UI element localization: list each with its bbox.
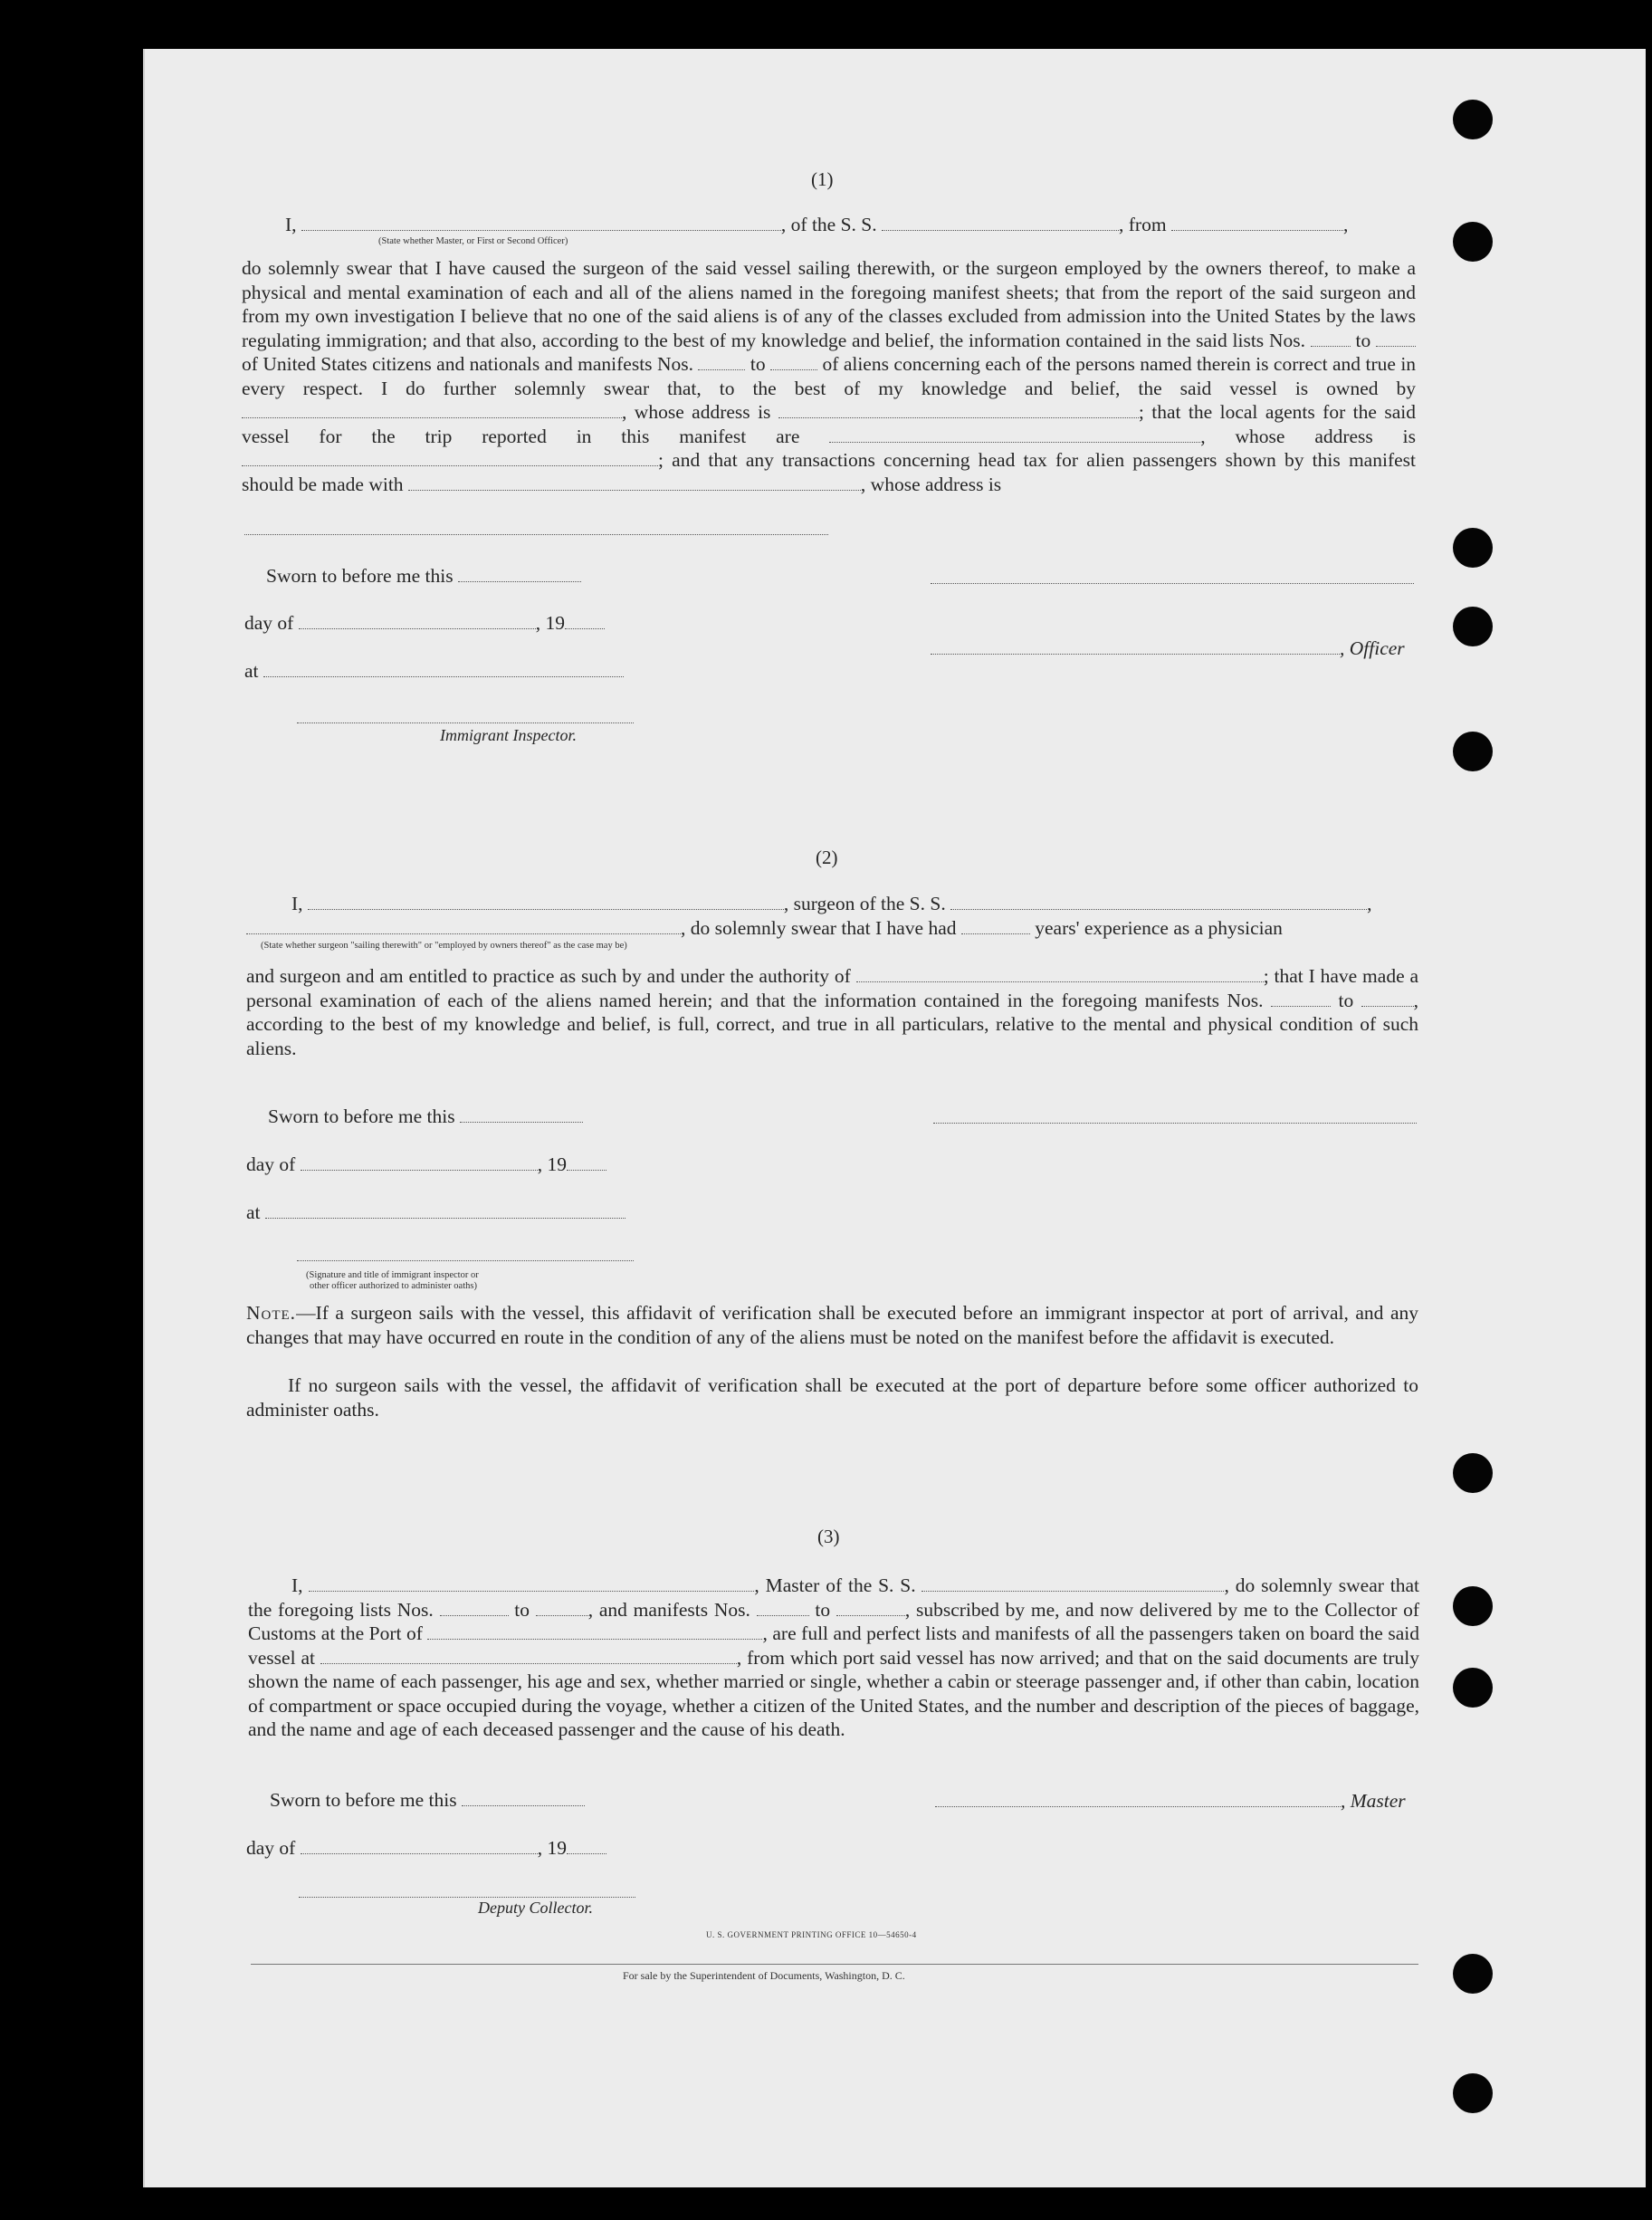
license-authority-field[interactable] [856, 968, 1264, 982]
owner-address-field[interactable] [778, 404, 1139, 418]
agents-address-field[interactable] [242, 452, 658, 466]
vessel-owner-field[interactable] [242, 404, 622, 418]
master-declaration-line [285, 213, 1348, 236]
alien-manifest-from-field[interactable] [698, 356, 745, 370]
at-line-1: at [244, 659, 624, 683]
sworn-month-field[interactable] [299, 615, 536, 629]
manifest-to-field[interactable] [1361, 992, 1414, 1007]
sworn-place-field-2[interactable] [265, 1204, 625, 1219]
master-signature-line: , Master [935, 1789, 1406, 1813]
surgeon-signature-field[interactable] [933, 1123, 1417, 1124]
surgeon-capacity-note: (State whether surgeon "sailing therewith" or "employed by owners thereof" as the case may be) [261, 941, 627, 951]
authorized-officer-signature-field[interactable] [297, 1260, 634, 1261]
sworn-month-field-2[interactable] [301, 1156, 538, 1171]
sworn-line-2: Sworn to before me this [268, 1105, 583, 1128]
section-1-number: (1) [811, 168, 834, 190]
sworn-place-field[interactable] [263, 663, 624, 677]
vessel-name-field[interactable] [882, 216, 1119, 231]
sworn-line-1: Sworn to before me this [266, 564, 581, 588]
verification-note-2: If no surgeon sails with the vessel, the affidavit of verification shall be executed at the port of departure before some officer authorized to administer oaths. [246, 1374, 1418, 1421]
sworn-line-3: Sworn to before me this [270, 1788, 585, 1812]
citizen-list-from-field[interactable] [1311, 332, 1351, 347]
section-2-number: (2) [816, 847, 838, 868]
sworn-day-field[interactable] [458, 568, 581, 582]
surgeon-experience-line: , do solemnly swear that I have had years' experience as a physician [246, 916, 1283, 940]
surgeon-name-field[interactable] [308, 895, 784, 910]
section-3-number: (3) [817, 1526, 840, 1547]
deputy-collector-signature-field[interactable] [299, 1897, 635, 1898]
sworn-day-field-2[interactable] [460, 1108, 583, 1123]
head-tax-address-field[interactable] [244, 534, 828, 535]
master-vessel-field[interactable] [921, 1577, 1224, 1592]
manifests-from-field[interactable] [757, 1602, 809, 1616]
customs-port-field[interactable] [427, 1625, 762, 1640]
officer-title-field[interactable] [931, 640, 1340, 655]
inspector-signature-field[interactable] [297, 722, 634, 723]
head-tax-party-field[interactable] [408, 476, 861, 491]
sworn-month-field-3[interactable] [301, 1840, 538, 1854]
section-3-oath-text: I, , Master of the S. S. , do solemnly swear that the foregoing lists Nos. to , and manifests Nos. to , subscribed by me, and now delivered by me to the Collector of Customs at the Port of , are full and perfect lists and manifests of all the passengers taken on board the said vessel at , from which port said vessel has now arrived; and that on the said documents are truly shown the name of each passenger, his age and sex, whether married or single, whether a cabin or steerage passenger and, if other than cabin, location of compartment or space occupied during the voyage, whether a citizen of the United States, and the number and description of the pieces of baggage, and the name and age of each deceased passenger and the cause of his death. [248, 1574, 1420, 1740]
declarant-name-field[interactable] [301, 216, 781, 231]
line-comma: , [1342, 214, 1349, 235]
note-label: Note. [246, 1302, 297, 1324]
day-of-line-3: day of , 19 [246, 1836, 606, 1860]
lists-to-field[interactable] [536, 1602, 588, 1616]
officer-signature-field[interactable] [931, 583, 1414, 584]
local-agents-field[interactable] [829, 428, 1200, 443]
at-line-2: at [246, 1201, 625, 1224]
surgeon-capacity-field[interactable] [246, 920, 681, 934]
day-of-line-2: day of , 19 [246, 1153, 606, 1176]
from-text: , from [1119, 214, 1167, 235]
sworn-day-field-3[interactable] [462, 1792, 585, 1806]
deputy-collector-label: Deputy Collector. [478, 1899, 593, 1917]
verification-note: Note.—If a surgeon sails with the vessel, this affidavit of verification shall be executed before an immigrant inspector at port of arrival, and any changes that may have occurred en route in the condition of any of the aliens must be noted on the manifest before the affidavit is executed. [246, 1302, 1418, 1348]
of-ss-text: , of the S. S. [780, 214, 877, 235]
printing-office-imprint: U. S. GOVERNMENT PRINTING OFFICE 10—54650-4 [706, 1930, 917, 1939]
declarant-prefix: I, [285, 214, 297, 235]
officer-title-line: , Officer [931, 636, 1405, 660]
surgeon-vessel-field[interactable] [950, 895, 1367, 910]
immigrant-inspector-label: Immigrant Inspector. [440, 726, 577, 744]
manifest-from-field[interactable] [1271, 992, 1331, 1007]
sale-notice: For sale by the Superintendent of Documents, Washington, D. C. [623, 1969, 905, 1982]
master-signature-field[interactable] [935, 1793, 1341, 1807]
departure-port-field[interactable] [1171, 216, 1343, 231]
sworn-year-field[interactable] [565, 615, 605, 629]
sworn-year-field-2[interactable] [567, 1156, 606, 1171]
day-of-line-1: day of , 19 [244, 611, 605, 635]
master-name-field[interactable] [309, 1577, 754, 1592]
section-1-oath-text: do solemnly swear that I have caused the surgeon of the said vessel sailing therewith, or the surgeon employed by the owners thereof, to make a physical and mental examination of each and all of the aliens named in the foregoing manifest sheets; that from the report of the said surgeon and from my own investigation I believe that no one of the said aliens is of any of the classes excluded from admission into the United States by the laws regulating immigration; and that also, according to the best of my knowledge and belief, the information contained in the said lists Nos. to of United States citizens and nationals and manifests Nos. to of aliens concerning each of the persons named therein is correct and true in every respect. I do further solemnly swear that, to the best of my knowledge and belief, the said vessel is owned by , whose address is ; that the local agents for the said vessel for the trip reported in this manifest are , whose address is ; and that any transactions concerning head tax for alien passengers shown by this manifest should be made with , whose address is [242, 257, 1417, 495]
sworn-year-field-3[interactable] [567, 1840, 606, 1854]
footer-rule [251, 1964, 1418, 1965]
signature-title-note-2: other officer authorized to administer oaths) [310, 1281, 477, 1291]
citizen-list-to-field[interactable] [1376, 332, 1416, 347]
surgeon-declaration-line: I, , surgeon of the S. S. , [291, 893, 1372, 914]
boarding-port-field[interactable] [320, 1650, 737, 1664]
section-2-oath-text: and surgeon and am entitled to practice as such by and under the authority of ; that I have made a personal examination of each of the aliens named herein; and that the information contained in the foregoing manifests Nos. to , according to the best of my knowledge and belief, is full, correct, and true in all particulars, relative to the mental and physical condition of such aliens. [246, 965, 1419, 1059]
lists-from-field[interactable] [440, 1602, 509, 1616]
experience-years-field[interactable] [961, 920, 1030, 934]
signature-title-note-1: (Signature and title of immigrant inspector or [306, 1270, 479, 1280]
manifests-to-field[interactable] [836, 1602, 905, 1616]
alien-manifest-to-field[interactable] [770, 356, 817, 370]
officer-rank-note: (State whether Master, or First or Second Officer) [378, 236, 568, 246]
